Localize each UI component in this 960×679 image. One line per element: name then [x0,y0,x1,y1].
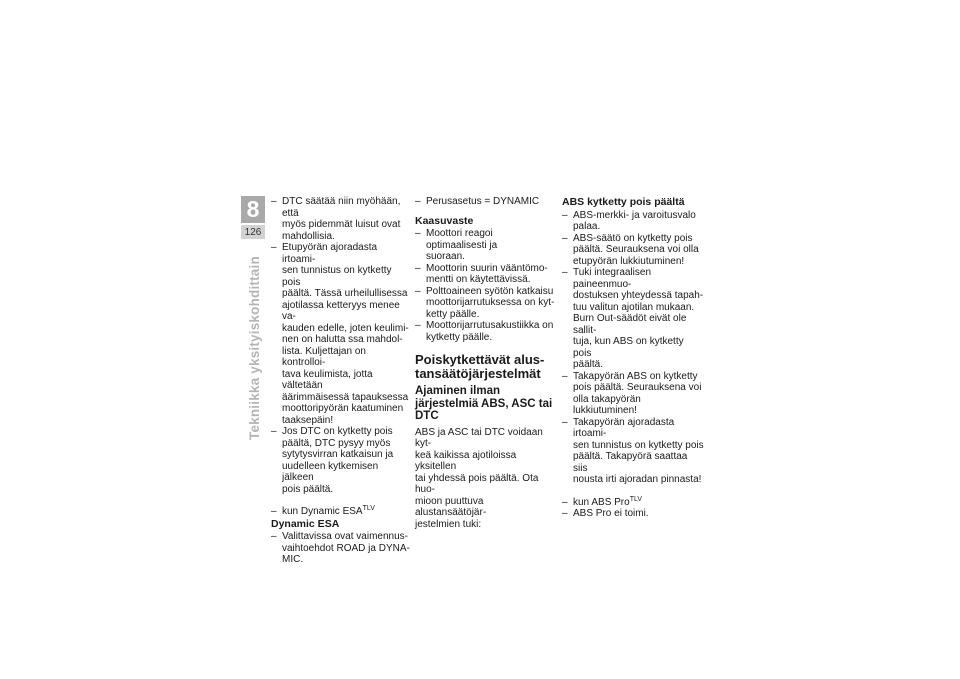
list-item [271,196,411,242]
list-item [562,267,704,371]
dash-bullet: – [271,506,277,517]
dash-bullet: – [271,426,277,437]
list-item-text: Jos DTC on kytketty pois päältä, DTC pysyy myös sytytysvirran katkaisun ja uudelleen kytkemisen jälkeen pois päältä. [282,426,394,495]
list-item [415,228,555,263]
list-item-text: Takapyörän ajoradasta irtoami- sen tunnistus on kytketty pois päältä. Takapyörä saattaa siis nousta irti ajoradan pinnasta! [573,416,704,485]
list-item-text: Perusasetus = DYNAMIC [426,196,540,207]
dash-bullet: – [271,531,277,542]
list-item [415,196,555,208]
text-column-2 [415,196,555,530]
condition-text: kun ABS Pro [573,496,630,508]
chapter-number-badge: 8 [241,196,265,223]
dash-bullet: – [415,285,421,297]
dash-bullet: – [562,496,568,508]
dash-bullet: – [271,196,277,207]
list-item-text: DTC säätää niin myöhään, että myös pidemmät luisut ovat mahdollisia. [282,196,401,242]
list-item [562,371,704,417]
list-item [271,531,411,566]
dash-bullet: – [562,508,568,519]
condition-text: kun Dynamic ESA [282,506,363,517]
dash-bullet: – [562,209,568,221]
list-item-text: ABS-merkki- ja varoitusvalo palaa. [573,209,696,232]
list-item-text: Moottori reagoi optimaalisesti ja suoraan. [426,228,498,262]
list-item-text: Etupyörän ajoradasta irtoami- sen tunnistus on kytketty pois päältä. Tässä urheilullisessa ajotilassa ketteryys menee va- kauden edelle, joten keulimi- nen on halutta ssa mahdol- lista. Kuljettajan on kontrolloi- tava keulimista, jotta vältetään äärimmäisessä tapauksessa moottoripyörän kaatuminen taaksepäin! [282,242,409,426]
list-item-text: Polttoaineen syötön katkaisu moottorijarrutuksessa on kyt- ketty päälle. [426,285,555,320]
list-item [271,426,411,495]
subsection-title: Ajaminen ilman järjestelmiä ABS, ASC tai DTC [415,385,553,422]
list-item [415,320,555,343]
dash-bullet: – [271,242,277,253]
text-column-3 [562,196,704,520]
list-item-text: ABS-säätö on kytketty pois päältä. Seurauksena voi olla etupyörän lukkiutuminen! [573,232,699,267]
tlv-superscript: TLV [362,505,375,512]
dash-bullet: – [562,370,568,382]
dash-bullet: – [562,267,568,278]
section-title: Poiskytkettävät alus- tansäätöjärjestelmät [415,352,545,381]
dash-bullet: – [415,262,421,274]
list-item [562,508,704,520]
tlv-superscript: TLV [629,495,643,503]
text-column-1 [271,196,411,566]
list-item-text: Tuki integraalisen paineenmuo- dostuksen yhteydessä tapah- tuu valitun ajotilan mukaan. Burn Out-säädöt eivät ole sallit- tuja, kun ABS on kytketty pois päältä. [573,267,704,370]
dash-bullet: – [415,228,421,239]
list-item [562,233,704,268]
dynamic-esa-heading: Dynamic ESA [271,517,340,530]
dash-bullet: – [415,320,421,331]
condition-item [271,506,411,518]
page-number: 126 [241,225,265,239]
condition-item [562,497,704,509]
dash-bullet: – [562,416,568,428]
list-item [415,286,555,321]
dash-bullet: – [562,232,568,244]
list-item [562,417,704,486]
body-paragraph: ABS ja ASC tai DTC voidaan kyt- keä kaikissa ajotiloissa yksitellen tai yhdessä pois päältä. Ota huo- mioon puuttuva alustansäätöjär- jestelmien tuki: [415,426,543,530]
abs-off-heading: ABS kytketty pois päältä [562,196,685,208]
list-item-text: Takapyörän ABS on kytketty pois päältä. Seurauksena voi olla takapyörän lukkiutuminen! [573,370,702,416]
list-item-text: Moottorijarrutusakustiikka on kytketty päälle. [426,320,554,343]
list-item-text: ABS Pro ei toimi. [573,508,649,519]
chapter-side-title: Tekniikka yksityiskohdittain [247,256,262,440]
list-item-text: Valittavissa ovat vaimennus- vaihtoehdot ROAD ja DYNA- MIC. [282,531,410,565]
kaasuvaste-heading: Kaasuvaste [415,214,474,227]
dash-bullet: – [415,196,421,207]
list-item-text: Moottorin suurin vääntömo- mentti on käytettävissä. [426,262,548,285]
list-item [562,210,704,233]
list-item [415,263,555,286]
list-item [271,242,411,426]
